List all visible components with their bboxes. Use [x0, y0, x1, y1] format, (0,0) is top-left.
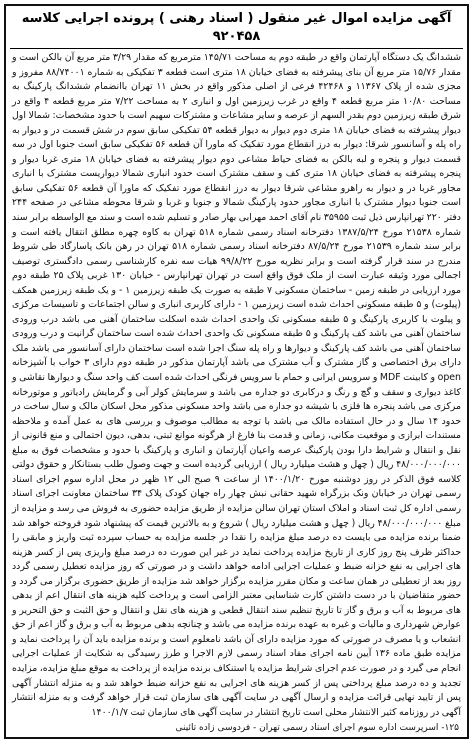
notice-footer: ۱۲۵- اسرپرست اداره سوم اجرای اسناد رسمی تهران - فردوسی زاده تائینی	[175, 723, 459, 733]
notice-body: ششدانگ یک دستگاه آپارتمان واقع در طبقه دوم به مساحت ۱۴۵/۷۱ مترمربع که مقدار ۳/۲۹ متر مربع آن بالکن است و مقدار ۱۵/۷۶ متر مربع آن بنای پیشرفته به فضای خیابان ۱۸ متری است قطعه ۳ تفکیکی به شماره ۸۸/۷۴۰۰۱ مفروز و مجزی شده از پلاک ۱۱۳۶۷ و ۴۲۴۶۸ فرعی از اصلی مذکور واقع در بخش ۱۱ تهران باانضمام ششدانگ پارکینگ به مساحت ۱۰/۸۰ متر مربع قطعه ۴ واقع در غرب زیرزمین اول و انباری ۲ به مساحت ۷/۲۲ متر مربع قطعه ۴ واقع در شرق طبقه زیرزمین دوم بقدر السهم از عرصه و سایر مشاعات و مشترکات سهیم است با حدود مشخصات: شمالا اول دیوار پیشرفته به فضای خیابان ۱۸ متری دوم دیوار به دیوار قطعه ۵۴ تفکیکی سابق سوم در شش قسمت در و دیوار به راه پله و آسانسور شرقا: دیوار به درز انقطاع مورد تفکیک که ماورا آن قطعه ۵۶ تفکیکی سابق است جنوبا اول در سه قسمت دیوار و پنجره و لبه بالکن به فضای حیاط مشاعی دوم دیوار پیشرفته به فضای خیابان ۱۸ متری غربا دیوار و پنجره پیشرفته به فضای خیابان ۱۸ متری کف و سقف مشترک است حدود انباری شمالا دیواریست مشترک با انباری مجاور غربا در و دیوار به راهرو مشاعی شرقا دیوار به درز انقطاع مورد تفکیک که ماورا آن قطعه ۵۶ تفکیکی سابق است جنوبا دیوار مشترک با انباری مجاور حدود پارکینگ شمالا و جنوبا و غربا و شرقا محوطه مشاعی در صفحه ۲۴۴ دفتر ۲۲۰ تهرانپارس ذیل ثبت ۳۵۹۵۵ نام آقای احمد مهرابی بهار صادر و تسلیم شده است و سند مع الواسطه برابر سند شماره ۲۱۵۳۸ مورخ ۱۳۸۷/۵/۲۴ دفترخانه اسناد رسمی شماره ۵۱۸ تهران به کاوه چهره مطلق انتقال یافته است و برابر سند شماره ۲۱۵۳۹ مورخ ۸۷/۵/۲۴ دفترخانه اسناد رسمی شماره ۵۱۸ تهران در رهن بانک پاسارگاد طی شروط مندرج در سند قرار گرفته است و برابر نظریه مورخ ۹۹/۸/۲۲ هیات سه نفره کارشناسی رسمی دادگستری توصیف اجمالی مورد وثیقه عبارت است از ملک فوق واقع است در تهران تهرانپارس - خیابان ۱۳۰ غربی پلاک ۲۵ طبقه دوم مورد ارزیابی در طبقه زمین - ساختمان مسکونی ۷ طبقه به صورت یک طبقه زیرزمین ۱ - و یک طبقه زیرزمین همکف (پیلوت) و ۵ طبقه مسکونی احداث شده است زیرزمین ۱ - دارای کاربری انباری و سالن اجتماعات و تاسیسات مرکزی و پیلوت با کاربری پارکینگ و ۵ طبقه مسکونی تک واحدی احداث شده اسکلت ساختمان آهنی می باشد درب ورودی ساختمان آهنی می باشد کف پارکینگ و ۵ طبقه مسکونی تک واحدی احداث شده است ساختمان گرانیت و درب ورودی ساختمان آهنی می باشد کف پارکینگ و دیوارها و راه پله سنگ اجرا شده است ساختمان دارای آسانسور می باشد ملک دارای برق اختصاصی و گاز مشترک و آب مشترک می باشد آپارتمان مذکور در طبقه دوم دارای ۳ خواب با آشپزخانه open و کابینت MDF و سرویس ایرانی و حمام با سرویس فرنگی احداث شده است کف واحد سنگ و دیوارها نقاشی و کاغذ دیواری و سقف و گچ و رنگ و درکابری دو جداره می باشد و سرمایش کولر آبی و گرمایش رادیاتور و موتورخانه مرکزی می باشد پنجره ها فلزی با شیشه دو جداره می باشد واحد مسکونی مذکور محل اسکان مالک و سال ساخت در حدود ۱۴ سال و در حال استفاده مالک می باشد با توجه به مطالب موصوف و بررسی های به عمل آمده و ملاحظه مستندات ابرازی و موقعیت مکانی، زمانی و قدمت بنا فارغ از هرگونه موانع ثبتی، بدهی، دیون احتمالی و منع قانونی از نقل و انتقال و شرایط دارا بودن پارکینگ عرصه واعیان آپارتمان و انباری و پارکینگ با حدود و مشخصات فوق به مبلغ ۴۸/۰۰۰/۰۰۰/۰۰۰ ریال ( چهل و هشت میلیارد ریال ) ارزیابی گردیده است و جهت وصول طلب بستانکار و حقوق دولتی کلاسه فوق الذکر در روز دوشنبه مورخ ۱۴۰۰/۱/۲۰ از ساعت ۹ صبح الی ۱۲ ظهر در محل اداره سوم اجرای اسناد رسمی تهران در خیابان ونک بزرگراه شهید حقانی نبش چهار راه جهان کودک پلاک ۳۴ ساختمان معاونت اجرای اسناد رسمی اداره کل ثبت اسناد و املاک استان تهران سالن مزایده از طریق مزایده حضوری به فروش می رسد و مزایده از مبلغ ۴۸/۰۰۰/۰۰۰/۰۰۰ ریال ( چهل و هشت میلیارد ریال ) شروع و به بالاترین قیمت که پیشنهاد شود فروخته خواهد شد ضمنا برنده مزایده می بایست ده درصد مبلغ مزایده را نقدا در جلسه مزایده به حساب سپرده ثبت واریز و مابقی را حداکثر ظرف پنج روز کاری از تاریخ مزایده پرداخت نماید در غیر این صورت ده درصد مبلغ واریزی پس از کسر هزینه های اجرایی به نفع خزانه ضبط و عملیات اجرایی ادامه خواهد داشت و در صورتی که روز مزایده تعطیل رسمی گردد روز بعد از تعطیلی در همان ساعت و مکان مقرر مزایده برگزار خواهد شد مزایده از طریق حضوری برگزار می گردد و حضور متقاضیان با در دست داشتن کارت شناسایی معتبر الزامی است و پرداخت کلیه هزینه های انتقال اعم از بدهی های مربوط به آب و برق و گاز تا تاریخ تنظیم سند انتقال قطعی و هزینه های نقل و انتقال و حق الثبت و حق التحریر و عوارض شهرداری و مالیات و غیره به عهده برنده مزایده می باشد و چنانچه بدهی مربوط به آب و برق و گاز اعم از حق انشعاب و یا مصرف در صورتی که مورد مزایده دارای آن باشد نامعلوم است و برنده مزایده باید آن را پرداخت نماید و مزایده طبق ماده ۱۳۶ آیین نامه اجرای مفاد اسناد رسمی لازم الاجرا و طرز رسیدگی به شکایت از عملیات اجرایی انجام می گیرد و در صورت عدم اجرای شرایط مزایده یا استنکاف برنده مزایده از پرداخت به موقع مبلغ مزایده، مزایده تجدید و ده درصد مبلغ پرداختی پس از کسر هزینه های اجرایی به نفع خزانه ضبط خواهد شد و به منزله انتشار آگهی پس از تایید نهایی قرائت مزایده و ارسال آگهی در سایت آگهی های سازمان ثبت قرار خواهد گرفت و به منزله انتشار آگهی در روزنامه کثیر الانتشار محلی است تاریخ انتشار در سایت آگهی های سازمان ثبت ۱۴۰۰/۱/۷	[12, 52, 462, 718]
notice-title: آگهی مزایده اموال غیر منقول ( اسناد رهنی ) پرونده اجرایی کلاسه ۹۲۰۴۵۸	[10, 10, 463, 49]
notice-frame	[4, 4, 469, 739]
